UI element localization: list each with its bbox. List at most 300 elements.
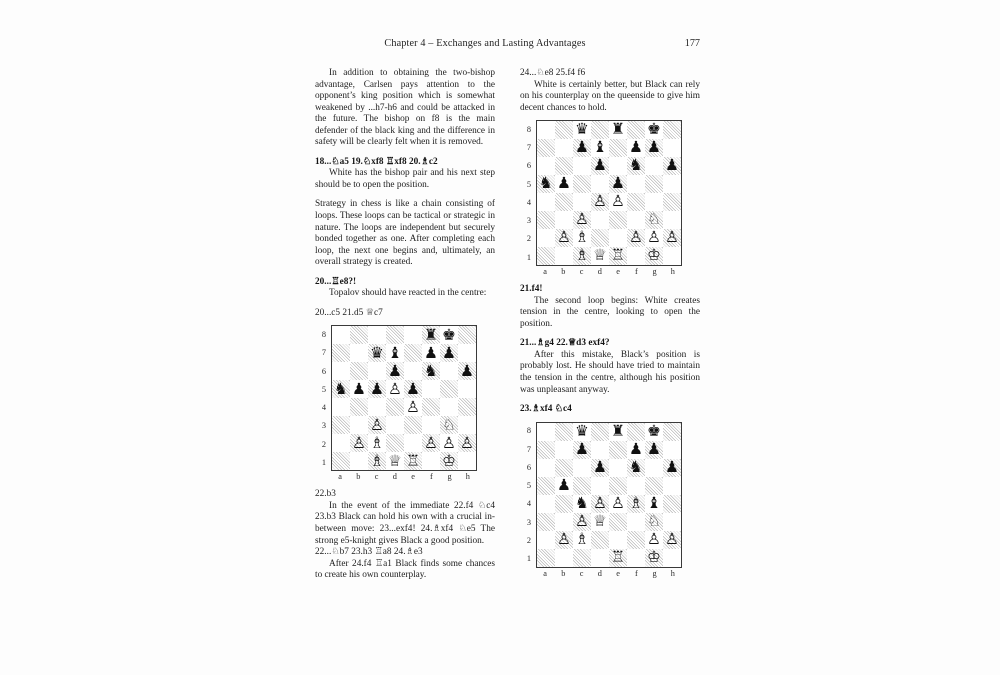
board-square-g8 (440, 326, 458, 344)
piece-wp-g2: ♙ (647, 228, 661, 247)
board-square-c6 (573, 459, 591, 477)
board-square-c2 (573, 531, 591, 549)
board-square-d3 (386, 416, 404, 434)
board-square-e6 (609, 157, 627, 175)
board-square-b6 (555, 157, 573, 175)
board-square-c7 (573, 139, 591, 157)
rank-label-7: 7 (526, 444, 531, 454)
rank-label-7: 7 (321, 348, 326, 358)
file-label-d: d (597, 267, 602, 277)
piece-wp-f2: ♙ (424, 433, 438, 452)
board-square-f3 (422, 416, 440, 434)
board-square-d7 (591, 139, 609, 157)
piece-wp-e4: ♙ (406, 397, 420, 416)
board-square-a6 (537, 459, 555, 477)
piece-wq-d1: ♕ (388, 451, 402, 470)
board-square-g5 (645, 477, 663, 495)
board-square-f8 (422, 326, 440, 344)
piece-wp-b2: ♙ (557, 529, 571, 548)
board-square-d1 (591, 549, 609, 567)
piece-bp-f7: ♟ (629, 439, 643, 458)
board-square-c3 (368, 416, 386, 434)
board-squares-left (331, 325, 477, 471)
board-square-h6 (663, 157, 681, 175)
board-square-c4 (368, 398, 386, 416)
board-square-e4 (609, 193, 627, 211)
rank-label-3: 3 (526, 216, 531, 226)
piece-wp-b2: ♙ (557, 228, 571, 247)
rank-label-6: 6 (526, 462, 531, 472)
board-square-b8 (350, 326, 368, 344)
file-label-c: c (579, 568, 584, 578)
file-labels-top-right (536, 267, 682, 276)
board-square-h3 (663, 513, 681, 531)
left-move-line-3: 20...c5 21.d5 ♕c7 (315, 307, 383, 318)
rank-label-4: 4 (526, 499, 531, 509)
board-square-b7 (555, 441, 573, 459)
board-square-c6 (368, 362, 386, 380)
rank-label-2: 2 (526, 234, 531, 244)
two-column-body (315, 68, 700, 648)
piece-wp-f2: ♙ (629, 228, 643, 247)
piece-bp-d6: ♟ (388, 361, 402, 380)
rank-label-7: 7 (526, 143, 531, 153)
piece-bk-g8: ♚ (442, 325, 456, 344)
right-column (520, 68, 700, 578)
piece-bb-d7: ♝ (388, 343, 402, 362)
piece-bp-c7: ♟ (575, 138, 589, 157)
file-label-b: b (561, 568, 566, 578)
piece-wp-c3: ♙ (575, 511, 589, 530)
board-grid-top-right (537, 121, 681, 265)
piece-wp-g2: ♙ (442, 433, 456, 452)
board-square-b5 (350, 380, 368, 398)
board-square-f5 (627, 477, 645, 495)
board-square-g2 (440, 434, 458, 452)
piece-bb-d7: ♝ (593, 138, 607, 157)
chapter-title: Chapter 4 – Exchanges and Lasting Advantages (384, 38, 586, 49)
board-square-h7 (663, 441, 681, 459)
board-square-g7 (645, 139, 663, 157)
board-square-d3 (591, 211, 609, 229)
board-square-g6 (645, 459, 663, 477)
file-label-g: g (652, 267, 657, 277)
piece-wn-g3: ♘ (442, 415, 456, 434)
rank-label-5: 5 (526, 179, 531, 189)
board-square-d5 (591, 477, 609, 495)
file-label-c: c (579, 267, 584, 277)
board-square-b8 (555, 423, 573, 441)
right-paragraph-3: After this mistake, Black’s position is probably lost. He should have tried to maintain the tension in the centre, although his position was unpleasant anyway. (520, 349, 700, 395)
board-square-a4 (537, 495, 555, 513)
board-square-d8 (591, 121, 609, 139)
board-square-b8 (555, 121, 573, 139)
board-square-b6 (555, 459, 573, 477)
board-square-c1 (573, 549, 591, 567)
board-square-g8 (645, 121, 663, 139)
board-square-d1 (591, 247, 609, 265)
board-square-a5 (537, 175, 555, 193)
board-square-g7 (645, 441, 663, 459)
left-move-heading-2: 20...♖e8?! (315, 276, 357, 287)
right-move-heading-4: 23.♗xf4 ♘c4 (520, 404, 572, 415)
piece-br-e8: ♜ (611, 120, 625, 139)
board-square-e4 (404, 398, 422, 416)
board-square-b5 (555, 175, 573, 193)
piece-bp-g7: ♟ (647, 439, 661, 458)
board-square-a1 (537, 549, 555, 567)
board-square-g3 (645, 513, 663, 531)
piece-bp-h6: ♟ (665, 156, 679, 175)
board-square-b2 (555, 531, 573, 549)
board-square-d3 (591, 513, 609, 531)
board-square-c6 (573, 157, 591, 175)
piece-wb-f4: ♗ (629, 493, 643, 512)
rank-labels-top-right (520, 120, 534, 266)
piece-bp-f7: ♟ (629, 138, 643, 157)
file-label-b: b (356, 472, 361, 482)
right-paragraph-1: White is certainly better, but Black can rely on his counterplay on the queenside to give him decent chances to hold. (520, 79, 700, 113)
board-square-a4 (537, 193, 555, 211)
rank-label-6: 6 (321, 366, 326, 376)
piece-wr-e1: ♖ (406, 451, 420, 470)
board-square-c5 (573, 175, 591, 193)
right-move-line-1: 24...♘e8 25.f4 f6 (520, 68, 586, 78)
board-square-g2 (645, 229, 663, 247)
board-square-h6 (458, 362, 476, 380)
right-move-heading-3: 21...♗g4 22.♕d3 exf4? (520, 338, 610, 349)
board-square-b2 (350, 434, 368, 452)
board-square-g1 (440, 452, 458, 470)
board-square-a7 (332, 344, 350, 362)
board-square-g6 (645, 157, 663, 175)
board-square-f3 (627, 211, 645, 229)
board-grid-left (332, 326, 476, 470)
piece-wp-c3: ♙ (370, 415, 384, 434)
board-square-h6 (663, 459, 681, 477)
board-square-a1 (332, 452, 350, 470)
file-label-e: e (411, 472, 415, 482)
board-square-e7 (609, 441, 627, 459)
piece-bp-g7: ♟ (647, 138, 661, 157)
piece-bp-b5: ♟ (557, 174, 571, 193)
board-square-h5 (663, 175, 681, 193)
piece-wp-h2: ♙ (665, 228, 679, 247)
piece-wp-d4: ♙ (593, 192, 607, 211)
board-square-b1 (555, 247, 573, 265)
piece-wn-g3: ♘ (647, 210, 661, 229)
rank-label-3: 3 (321, 421, 326, 431)
piece-wq-d3: ♕ (593, 511, 607, 530)
board-square-c1 (573, 247, 591, 265)
board-square-a6 (332, 362, 350, 380)
left-paragraph-5: In the event of the immediate 22.f4 ♘c4 23.b3 Black can hold his own with a crucial in-between move: 23...exf4! 24.♗xf4 ♘e5 The strong e5-knight gives Black a good position. (315, 500, 495, 546)
chess-board-bottom-right (520, 421, 700, 578)
rank-label-1: 1 (526, 252, 531, 262)
piece-wp-e4: ♙ (611, 192, 625, 211)
left-paragraph-4: Topalov should have reacted in the centre: (329, 288, 487, 299)
piece-wb-c2: ♗ (370, 433, 384, 452)
left-paragraph-6: After 24.f4 ♖a1 Black finds some chances to create his own counterplay. (315, 558, 495, 581)
left-move-heading-1: 18...♘a5 19.♘xf8 ♖xf8 20.♗c2 (315, 156, 438, 167)
rank-label-4: 4 (321, 403, 326, 413)
board-square-f5 (627, 175, 645, 193)
board-square-g1 (645, 247, 663, 265)
board-square-d2 (591, 531, 609, 549)
piece-bn-c4: ♞ (575, 493, 589, 512)
board-square-c3 (573, 211, 591, 229)
piece-wk-g1: ♔ (647, 547, 661, 566)
piece-bp-c5: ♟ (370, 379, 384, 398)
board-square-d1 (386, 452, 404, 470)
board-square-e5 (404, 380, 422, 398)
piece-wp-h2: ♙ (460, 433, 474, 452)
board-square-f6 (627, 459, 645, 477)
piece-bn-f6: ♞ (424, 361, 438, 380)
board-square-h7 (458, 344, 476, 362)
piece-bq-c8: ♛ (575, 421, 589, 440)
piece-wb-c2: ♗ (575, 529, 589, 548)
piece-wp-e4: ♙ (611, 493, 625, 512)
board-square-a8 (537, 121, 555, 139)
board-square-f2 (627, 229, 645, 247)
piece-bn-a5: ♞ (539, 174, 553, 193)
file-label-a: a (338, 472, 342, 482)
rank-labels-left (315, 325, 329, 471)
page-number: 177 (684, 38, 700, 49)
piece-wb-c1: ♗ (575, 246, 589, 265)
board-square-a3 (537, 513, 555, 531)
piece-bk-g8: ♚ (647, 421, 661, 440)
board-square-g1 (645, 549, 663, 567)
board-square-b7 (350, 344, 368, 362)
board-square-f2 (422, 434, 440, 452)
board-square-a3 (332, 416, 350, 434)
board-square-a5 (537, 477, 555, 495)
board-square-c1 (368, 452, 386, 470)
right-move-heading-2: 21.f4! (520, 284, 543, 295)
board-square-g3 (440, 416, 458, 434)
piece-wp-d4: ♙ (593, 493, 607, 512)
board-square-f8 (627, 423, 645, 441)
board-square-e6 (609, 459, 627, 477)
board-square-c8 (573, 121, 591, 139)
file-labels-bottom-right (536, 569, 682, 578)
board-square-b4 (350, 398, 368, 416)
board-square-a7 (537, 441, 555, 459)
file-label-f: f (634, 267, 638, 277)
board-square-e1 (609, 247, 627, 265)
piece-bp-e5: ♟ (611, 174, 625, 193)
piece-bp-b5: ♟ (557, 475, 571, 494)
board-square-g2 (645, 531, 663, 549)
board-square-b2 (555, 229, 573, 247)
board-square-b3 (555, 513, 573, 531)
file-label-d: d (392, 472, 397, 482)
board-square-f7 (422, 344, 440, 362)
board-square-g7 (440, 344, 458, 362)
board-square-c4 (573, 495, 591, 513)
chess-board-left (315, 325, 495, 482)
board-square-d4 (591, 193, 609, 211)
rank-labels-bottom-right (520, 422, 534, 568)
file-labels-left (331, 472, 477, 481)
file-label-e: e (616, 267, 620, 277)
rank-label-2: 2 (321, 439, 326, 449)
board-square-b1 (555, 549, 573, 567)
file-label-f: f (634, 568, 638, 578)
board-square-f2 (627, 531, 645, 549)
board-square-f3 (627, 513, 645, 531)
chess-board-top-right (520, 120, 700, 277)
piece-wn-g3: ♘ (647, 511, 661, 530)
board-square-f8 (627, 121, 645, 139)
board-square-h5 (663, 477, 681, 495)
piece-wq-d1: ♕ (593, 246, 607, 265)
file-label-g: g (652, 568, 657, 578)
board-square-a8 (332, 326, 350, 344)
board-square-e3 (404, 416, 422, 434)
board-square-e4 (609, 495, 627, 513)
piece-wb-c1: ♗ (370, 451, 384, 470)
board-square-a3 (537, 211, 555, 229)
board-square-b4 (555, 193, 573, 211)
rank-label-4: 4 (526, 197, 531, 207)
board-square-a4 (332, 398, 350, 416)
board-square-e8 (609, 423, 627, 441)
file-label-b: b (561, 267, 566, 277)
piece-bk-g8: ♚ (647, 120, 661, 139)
board-square-d7 (591, 441, 609, 459)
board-square-d6 (386, 362, 404, 380)
board-square-h8 (663, 121, 681, 139)
spacer (520, 396, 700, 404)
file-label-f: f (429, 472, 433, 482)
board-square-e2 (609, 229, 627, 247)
board-square-e5 (609, 175, 627, 193)
board-square-c7 (573, 441, 591, 459)
board-square-g4 (645, 193, 663, 211)
board-square-e6 (404, 362, 422, 380)
board-square-f1 (422, 452, 440, 470)
right-paragraph-2: The second loop begins: White creates tension in the centre, looking to open the position. (520, 295, 700, 329)
board-square-h1 (663, 549, 681, 567)
board-square-c4 (573, 193, 591, 211)
piece-bp-g7: ♟ (442, 343, 456, 362)
file-label-d: d (597, 568, 602, 578)
board-square-a5 (332, 380, 350, 398)
board-square-e7 (609, 139, 627, 157)
file-label-c: c (374, 472, 379, 482)
piece-wp-b2: ♙ (352, 433, 366, 452)
file-label-h: h (670, 568, 675, 578)
board-square-g5 (645, 175, 663, 193)
board-square-c5 (573, 477, 591, 495)
board-square-h1 (663, 247, 681, 265)
piece-bb-g4: ♝ (647, 493, 661, 512)
piece-bn-f6: ♞ (629, 457, 643, 476)
board-square-f4 (627, 495, 645, 513)
page-header (315, 38, 700, 54)
board-square-f7 (627, 139, 645, 157)
spacer (315, 300, 495, 308)
file-label-h: h (670, 267, 675, 277)
piece-bn-f6: ♞ (629, 156, 643, 175)
piece-bp-e5: ♟ (406, 379, 420, 398)
board-square-g5 (440, 380, 458, 398)
board-square-a8 (537, 423, 555, 441)
piece-wb-c2: ♗ (575, 228, 589, 247)
board-square-g8 (645, 423, 663, 441)
left-paragraph-3: Strategy in chess is like a chain consisting of loops. These loops can be tactical or strategic in nature. The loops are independent but securely bonded together as one. After completing each loop, the next one begins and, ultimately, an overall strategy is created. (315, 199, 495, 268)
board-square-a2 (537, 531, 555, 549)
piece-bp-f7: ♟ (424, 343, 438, 362)
piece-wp-c3: ♙ (575, 210, 589, 229)
board-square-c8 (573, 423, 591, 441)
board-square-b4 (555, 495, 573, 513)
board-square-f1 (627, 549, 645, 567)
board-square-f6 (422, 362, 440, 380)
piece-bp-b5: ♟ (352, 379, 366, 398)
board-square-e1 (609, 549, 627, 567)
board-square-a7 (537, 139, 555, 157)
board-square-h2 (663, 531, 681, 549)
board-square-h3 (458, 416, 476, 434)
spacer (520, 330, 700, 338)
board-square-h1 (458, 452, 476, 470)
board-square-c2 (573, 229, 591, 247)
board-square-a2 (332, 434, 350, 452)
board-square-e2 (404, 434, 422, 452)
file-label-e: e (616, 568, 620, 578)
board-square-b5 (555, 477, 573, 495)
board-square-d5 (386, 380, 404, 398)
file-label-g: g (447, 472, 452, 482)
board-square-d6 (591, 157, 609, 175)
left-move-line-5: 22...♘b7 23.h3 ♖a8 24.♗e3 (315, 547, 423, 558)
rank-label-6: 6 (526, 161, 531, 171)
piece-bp-d6: ♟ (593, 156, 607, 175)
piece-bq-c7: ♛ (370, 343, 384, 362)
board-grid-bottom-right (537, 423, 681, 567)
board-square-b6 (350, 362, 368, 380)
piece-br-f8: ♜ (424, 325, 438, 344)
board-square-h2 (458, 434, 476, 452)
rank-label-8: 8 (526, 124, 531, 134)
piece-bp-h6: ♟ (460, 361, 474, 380)
board-square-d2 (591, 229, 609, 247)
board-square-h5 (458, 380, 476, 398)
board-square-f7 (627, 441, 645, 459)
rank-label-8: 8 (321, 330, 326, 340)
board-square-c5 (368, 380, 386, 398)
board-square-a6 (537, 157, 555, 175)
board-square-e2 (609, 531, 627, 549)
rank-label-1: 1 (526, 554, 531, 564)
board-square-h8 (663, 423, 681, 441)
board-square-a1 (537, 247, 555, 265)
board-square-d2 (386, 434, 404, 452)
rank-label-8: 8 (526, 426, 531, 436)
board-square-b3 (350, 416, 368, 434)
board-square-d4 (591, 495, 609, 513)
board-square-c2 (368, 434, 386, 452)
board-square-h8 (458, 326, 476, 344)
board-square-h4 (663, 193, 681, 211)
board-square-c3 (573, 513, 591, 531)
board-square-d7 (386, 344, 404, 362)
board-squares-bottom-right (536, 422, 682, 568)
